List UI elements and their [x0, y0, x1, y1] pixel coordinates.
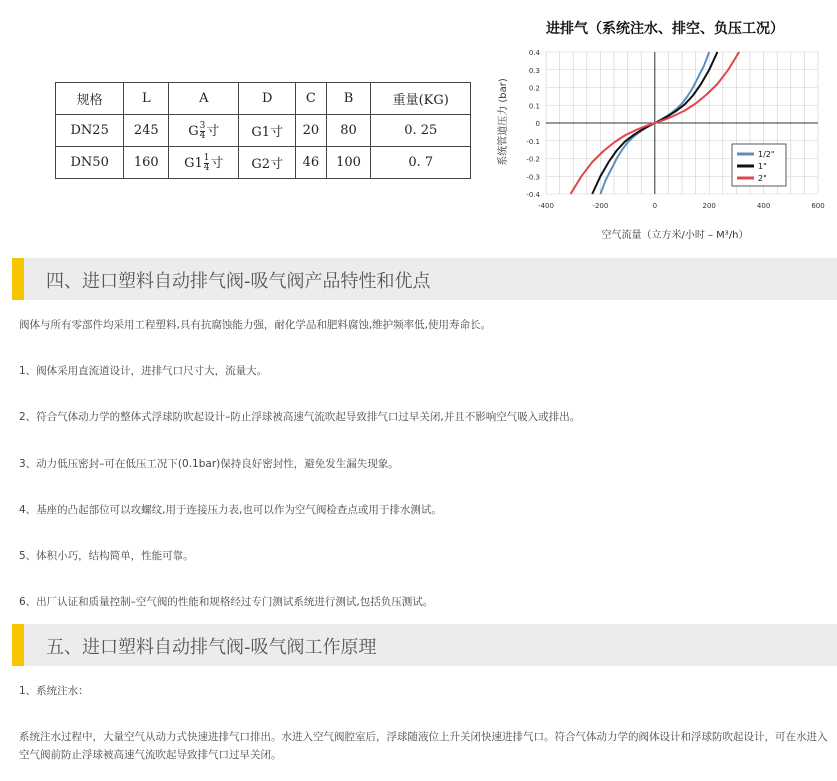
- feature-item: 5、体积小巧，结构简单，性能可靠。: [19, 550, 194, 562]
- header-l: L: [124, 83, 169, 115]
- x-tick-label: 400: [756, 202, 771, 210]
- y-tick-label: 0.2: [528, 84, 540, 93]
- header-weight: 重量(KG): [371, 83, 471, 115]
- cell-weight: 0. 7: [371, 147, 471, 179]
- a-prefix: G: [188, 124, 199, 139]
- cell-b: 100: [326, 147, 371, 179]
- cell-spec: DN25: [56, 115, 124, 147]
- y-tick-label: -0.4: [526, 191, 540, 199]
- y-tick-label: 0: [535, 120, 540, 128]
- y-tick-label: 0.1: [528, 102, 540, 111]
- header-a: A: [169, 83, 239, 115]
- y-tick-label: -0.1: [526, 137, 540, 146]
- a-denominator: 4: [199, 131, 206, 141]
- feature-item: 2、符合气体动力学的整体式浮球防吹起设计–防止浮球被高速气流吹起导致排气口过早关闭,并且不影响空气吸入或排出。: [19, 411, 581, 423]
- principle-paragraph: 系统注水过程中，大量空气从动力式快速进排气口排出。水进入空气阀腔室后，浮球随液位上升关闭快速进排气口。符合气体动力学的阀体设计和浮球防吹起设计，可在水进入空气阀前防止浮球被高速气流吹起导致排气口过早关闭。: [19, 731, 828, 761]
- legend-label: 1/2": [758, 150, 775, 159]
- legend-label: 1": [758, 162, 767, 171]
- cell-l: 245: [124, 115, 169, 147]
- feature-item: 6、出厂认证和质量控制–空气阀的性能和规格经过专门测试系统进行测试,包括负压测试。: [19, 596, 434, 608]
- a-prefix: G1: [184, 156, 203, 171]
- a-numerator: 3: [199, 121, 206, 131]
- a-denominator: 4: [203, 163, 210, 173]
- cell-b: 80: [326, 115, 371, 147]
- cell-c: 20: [296, 115, 326, 147]
- cell-c: 46: [296, 147, 326, 179]
- section-title: 五、进口塑料自动排气阀-吸气阀工作原理: [46, 637, 377, 658]
- x-tick-label: 0: [652, 202, 658, 210]
- x-tick-label: 200: [702, 202, 716, 210]
- cell-a: [169, 147, 239, 179]
- cell-d: G2寸: [239, 147, 296, 179]
- header-c: C: [296, 83, 326, 115]
- section-title: 四、进口塑料自动排气阀-吸气阀产品特性和优点: [46, 271, 431, 292]
- cell-a: [169, 115, 239, 147]
- section-heading-principle: [12, 624, 837, 666]
- a-fraction: [200, 122, 206, 141]
- a-fraction: [204, 154, 210, 173]
- feature-item: 4、基座的凸起部位可以攻螺纹,用于连接压力表,也可以作为空气阀检查点或用于排水测试。: [19, 504, 442, 516]
- header-d: D: [239, 83, 296, 115]
- x-tick-label: -200: [592, 202, 609, 210]
- y-tick-label: 0.4: [528, 49, 540, 57]
- section4-intro: 阀体与所有零部件均采用工程塑料,具有抗腐蚀能力强，耐化学品和肥料腐蚀,维护频率低,使用寿命长。: [19, 319, 492, 331]
- x-tick-label: 600: [811, 202, 825, 210]
- a-suffix: 寸: [210, 156, 224, 171]
- table-header-row: [56, 83, 471, 115]
- chart-x-label: 空气流量（立方米/小时 – M³/h）: [601, 230, 749, 241]
- cell-spec: DN50: [56, 147, 124, 179]
- y-tick-label: -0.3: [526, 173, 540, 182]
- chart-legend: [732, 144, 786, 186]
- a-suffix: 寸: [206, 124, 220, 139]
- feature-item: 3、动力低压密封–可在低压工况下(0.1bar)保持良好密封性，避免发生漏失现象。: [19, 458, 399, 470]
- chart-y-label: 系统管道压力 (bar): [498, 78, 509, 166]
- spec-table: [55, 82, 471, 179]
- principle-item-1: 1、系统注水：: [19, 685, 89, 697]
- legend-label: 2": [758, 174, 767, 183]
- cell-l: 160: [124, 147, 169, 179]
- feature-item: 1、阀体采用直流道设计，进排气口尺寸大，流量大。: [19, 365, 268, 377]
- a-numerator: 1: [203, 153, 210, 163]
- cell-weight: 0. 25: [371, 115, 471, 147]
- table-row: [56, 115, 471, 147]
- y-tick-label: -0.2: [526, 155, 540, 164]
- chart-title: 进排气（系统注水、排空、负压工况）: [546, 21, 784, 37]
- y-tick-label: 0.3: [528, 66, 540, 75]
- header-spec: 规格: [56, 83, 124, 115]
- x-tick-label: -400: [538, 202, 554, 210]
- cell-d: G1寸: [239, 115, 296, 147]
- table-row: [56, 147, 471, 179]
- pressure-flow-chart: [490, 10, 830, 245]
- section-heading-features: [12, 258, 837, 300]
- header-b: B: [326, 83, 371, 115]
